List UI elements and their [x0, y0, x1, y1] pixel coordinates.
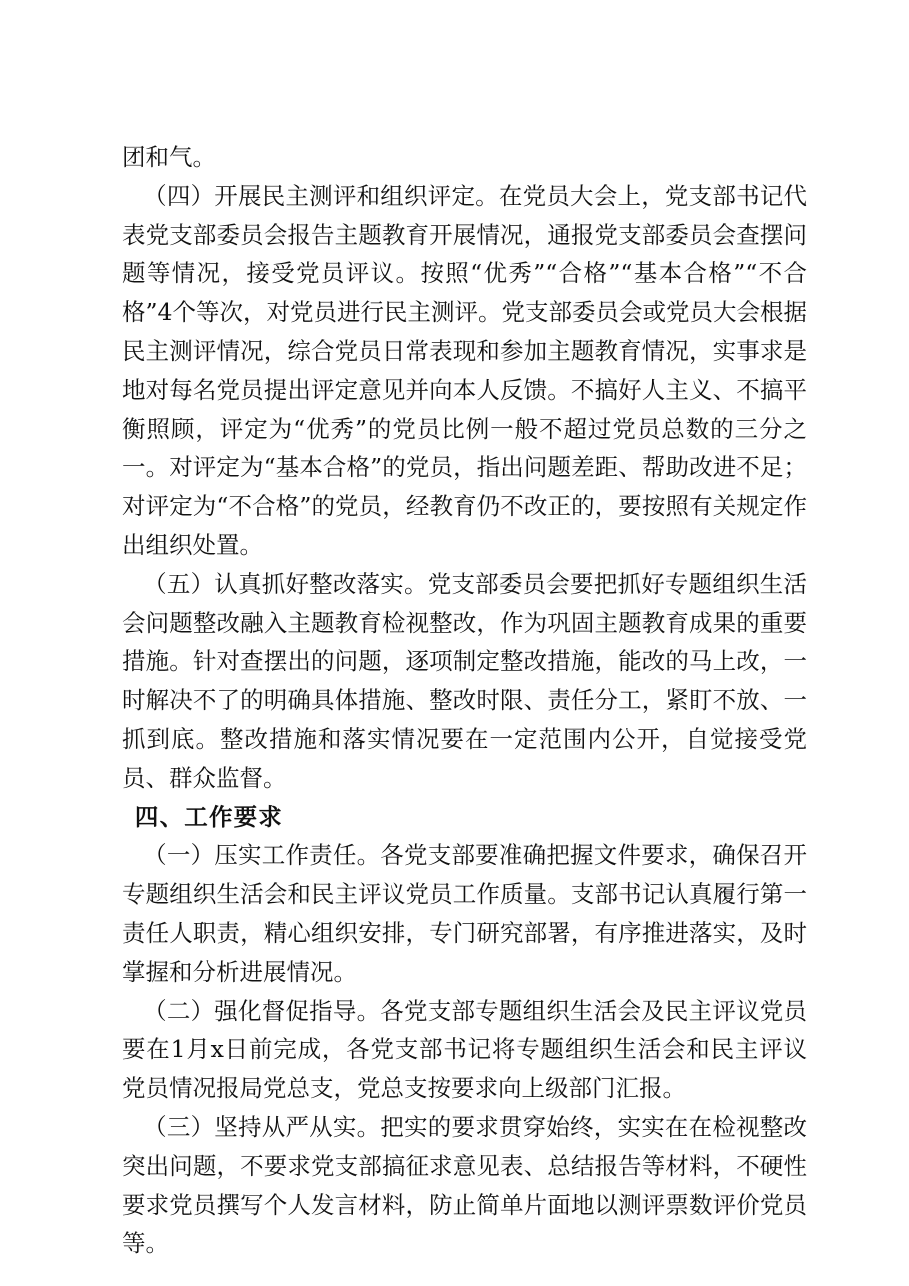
paragraph-responsibility: （一）压实工作责任。各党支部要准确把握文件要求，确保召开专题组织生活会和民主评议党员工作质量。支部书记认真履行第一责任人职责，精心组织安排，专门研究部署，有序推进落实，及时掌握和分析进展情况。	[122, 841, 807, 986]
document-body	[122, 138, 807, 1263]
paragraph-rectification: （五）认真抓好整改落实。党支部委员会要把抓好专题组织生活会问题整改融入主题教育检视整改，作为巩固主题教育成果的重要措施。针对查摆出的问题，逐项制定整改措施，能改的马上改，一时解决不了的明确具体措施、整改时限、责任分工，紧盯不放、一抓到底。整改措施和落实情况要在一定范围内公开，自觉接受党员、群众监督。	[122, 569, 807, 792]
paragraph-strict-practical: （三）坚持从严从实。把实的要求贯穿始终，实实在在检视整改突出问题，不要求党支部搞征求意见表、总结报告等材料，不硬性要求党员撰写个人发言材料，防止简单片面地以测评票数评价党员等。	[122, 1112, 807, 1258]
paragraph-democratic-evaluation: （四）开展民主测评和组织评定。在党员大会上，党支部书记代表党支部委员会报告主题教育开展情况，通报党支部委员会查摆问题等情况，接受党员评议。按照“优秀”“合格”“基本合格”“不合格”4个等次，对党员进行民主测评。党支部委员会或党员大会根据民主测评情况，综合党员日常表现和参加主题教育情况，实事求是地对每名党员提出评定意见并向本人反馈。不搞好人主义、不搞平衡照顾，评定为“优秀”的党员比例一般不超过党员总数的三分之一。对评定为“基本合格”的党员，指出问题差距、帮助改进不足；对评定为“不合格”的党员，经教育仍不改正的，要按照有关规定作出组织处置。	[122, 181, 807, 559]
paragraph-supervision: （二）强化督促指导。各党支部专题组织生活会及民主评议党员要在1月x日前完成，各党支部书记将专题组织生活会和民主评议党员情况报局党总支，党总支按要求向上级部门汇报。	[122, 996, 807, 1103]
section-heading-work-requirements: 四、工作要求	[134, 802, 283, 831]
paragraph-continuation: 团和气。	[122, 143, 216, 171]
